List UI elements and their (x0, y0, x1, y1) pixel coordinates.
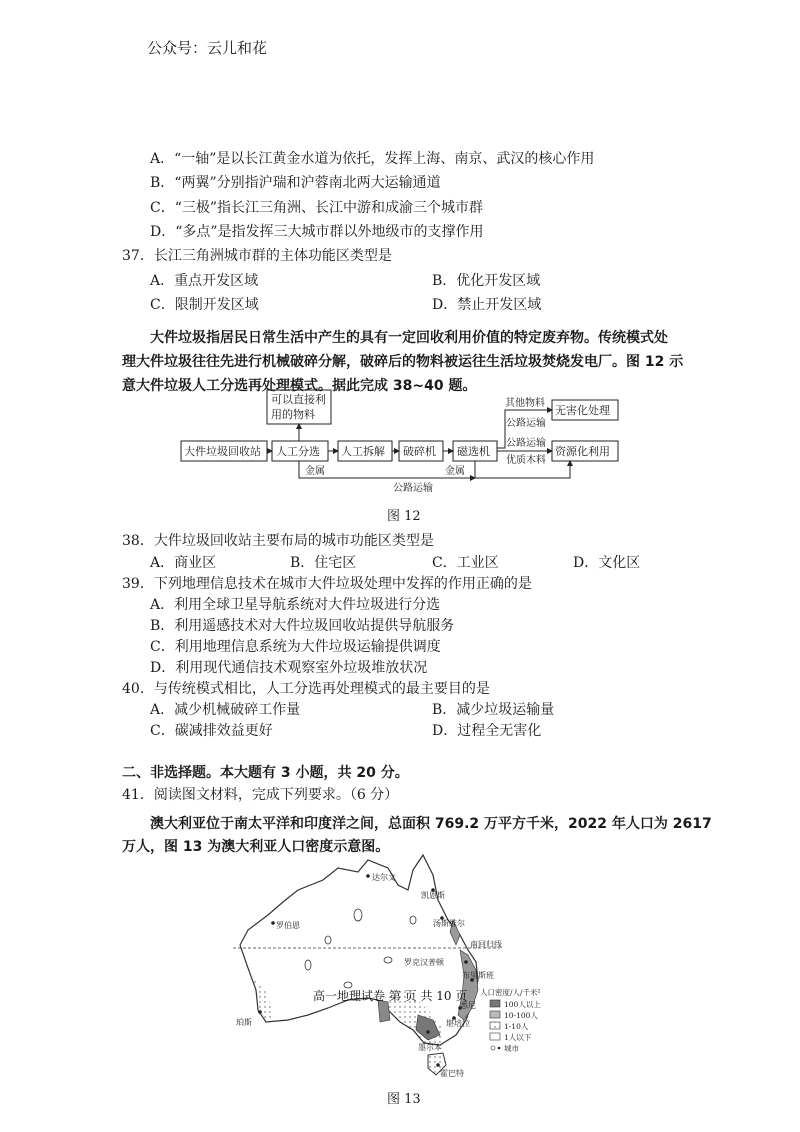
passage1-line2: 理大件垃圾往往先进行机械破碎分解，破碎后的物料被运往生活垃圾焚烧发电厂。图 12 示 (122, 354, 684, 370)
legend-l5: 城市 (504, 1044, 519, 1053)
figure-12-flowchart (175, 388, 625, 498)
q37-stem: 37．长江三角洲城市群的主体功能区类型是 (122, 248, 392, 264)
q39-option-c: C．利用地理信息系统为大件垃圾运输提供调度 (150, 639, 441, 655)
q38-stem: 38．大件垃圾回收站主要布局的城市功能区类型是 (122, 533, 434, 549)
q39-stem: 39．下列地理信息技术在城市大件垃圾处理中发挥的作用正确的是 (122, 576, 532, 592)
q40-option-b: B．减少垃圾运输量 (432, 702, 555, 718)
q39-option-b: B．利用遥感技术对大件垃圾回收站提供导航服务 (150, 618, 455, 634)
fig12-dismantle: 人工拆解 (341, 445, 385, 458)
fig12-road-2: 公路运输 (506, 438, 546, 449)
q39-option-d: D．利用现代通信技术观察室外垃圾堆放状况 (150, 660, 428, 676)
fig12-station: 大件垃圾回收站 (184, 445, 261, 458)
q36-option-c: C．“三极”指长江三角洲、长江中游和成渝三个城市群 (150, 200, 484, 216)
legend-l3: 1-10人 (504, 1022, 529, 1031)
city-sydney: 悉尼 (460, 1001, 476, 1010)
australia-mainland (240, 855, 478, 1045)
fig12-resource: 资源化利用 (555, 445, 610, 458)
city-townsville: 汤斯维尔 (433, 919, 465, 928)
section2-heading: 二、非选择题。本大题有 3 小题，共 20 分。 (122, 765, 409, 781)
fig12-metal-2: 金属 (445, 466, 465, 477)
city-roebourne: 罗伯恩 (276, 921, 300, 930)
q38-option-a: A．商业区 (150, 555, 217, 571)
q40-option-d: D．过程全无害化 (432, 723, 542, 739)
fig12-separator: 磁选机 (457, 445, 490, 458)
city-cairns: 凯恩斯 (421, 891, 445, 900)
fig12-metal-1: 金属 (305, 466, 325, 477)
legend-title: 人口密度/人/千米² (480, 988, 541, 997)
q38-option-d: D．文化区 (573, 555, 641, 571)
fig13-caption: 图 13 (387, 1092, 421, 1107)
city-brisbane: 布里斯班 (462, 971, 494, 980)
legend-l1: 100人以上 (504, 1000, 541, 1009)
city-perth: 珀斯 (236, 1018, 252, 1027)
fig12-other-materials: 其他物料 (505, 398, 545, 409)
fig12-caption: 图 12 (387, 509, 421, 524)
q37-option-b: B．优化开发区域 (432, 273, 541, 289)
q38-option-c: C．工业区 (432, 555, 499, 571)
city-mackay: 罗克汉普顿 (404, 958, 444, 967)
q41-line2: 万人，图 13 为澳大利亚人口密度示意图。 (122, 839, 390, 855)
q37-option-c: C．限制开发区域 (150, 297, 259, 313)
figure-13-australia-map (228, 850, 578, 1080)
fig12-road-1: 公路运输 (506, 418, 546, 429)
fig12-road-bottom: 公路运输 (393, 483, 433, 494)
tropic-label: 南回归线 (470, 940, 502, 949)
q39-option-a: A．利用全球卫星导航系统对大件垃圾进行分选 (150, 597, 441, 613)
q38-option-b: B．住宅区 (290, 555, 357, 571)
city-melbourne: 墨尔本 (418, 1043, 442, 1052)
city-canberra: 堪培拉 (446, 1019, 470, 1028)
q37-option-d: D．禁止开发区域 (432, 297, 542, 313)
q36-option-b: B．“两翼”分别指沪瑞和沪蓉南北两大运输通道 (150, 175, 441, 191)
city-darwin: 达尔文 (372, 873, 396, 882)
fig12-harmless: 无害化处理 (555, 404, 610, 417)
q36-option-d: D．“多点”是指发挥三大城市群以外地级市的支撑作用 (150, 224, 484, 240)
city-hobart: 霍巴特 (440, 1069, 464, 1078)
header-account: 公众号：云儿和花 (147, 39, 268, 57)
q40-option-c: C．碳减排效益更好 (150, 723, 273, 739)
q40-option-a: A．减少机械破碎工作量 (150, 702, 301, 718)
fig13-footer-overlay: 高一地理试卷 第 页 共 10 页 (313, 989, 468, 1003)
fig12-crusher: 破碎机 (403, 445, 436, 458)
q40-stem: 40．与传统模式相比，人工分选再处理模式的最主要目的是 (122, 681, 490, 697)
legend-l4: 1人以下 (504, 1033, 532, 1042)
passage1-line1: 大件垃圾指居民日常生活中产生的具有一定回收利用价值的特定废弃物。传统模式处 (150, 330, 668, 346)
fig12-reusable-2: 用的物料 (271, 408, 315, 421)
q36-option-a: A．“一轴”是以长江黄金水道为依托，发挥上海、南京、武汉的核心作用 (150, 151, 595, 167)
fig12-quality-wood: 优质木料 (506, 455, 546, 466)
fig12-reusable-1: 可以直接利 (271, 393, 326, 406)
q41-line1: 澳大利亚位于南太平洋和印度洋之间，总面积 769.2 万平方千米，2022 年人口为 2617 (150, 816, 712, 832)
legend-l2: 10-100人 (504, 1011, 538, 1020)
passage1-line3: 意大件垃圾人工分选再处理模式。据此完成 38~40 题。 (122, 378, 477, 394)
q37-option-a: A．重点开发区域 (150, 273, 259, 289)
fig12-sorting: 人工分选 (276, 445, 320, 458)
q41-stem: 41．阅读图文材料，完成下列要求。（6 分） (122, 787, 399, 803)
